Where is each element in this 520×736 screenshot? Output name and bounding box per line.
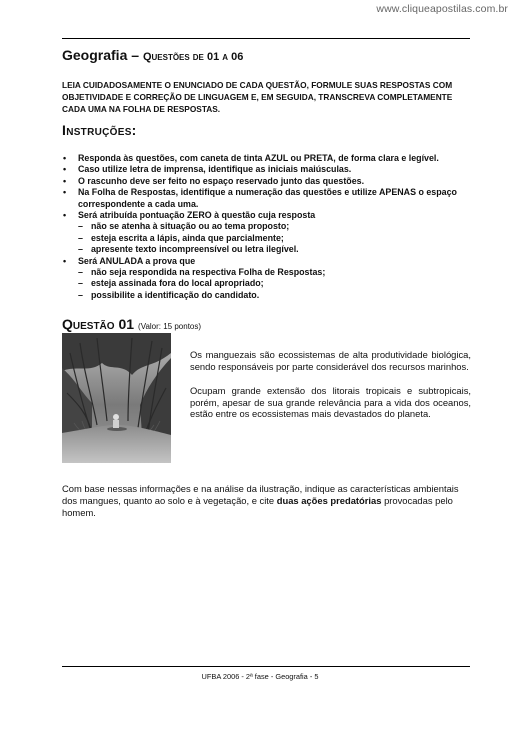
site-watermark: www.cliqueapostilas.com.br [376,3,508,15]
paragraph-text: Ocupam grande extensão dos litorais tropicais e subtropicais, porém, apesar de sua grande relevância para a vida dos oceanos, estão entre os ecossistemas mais devastados do planeta. [190,385,471,420]
bullet-dot: • [63,153,67,163]
sub-text: esteja assinada fora do local apropriado; [91,278,264,289]
instruction-item [62,153,474,164]
paragraph-text: Os manguezais são ecossistemas de alta produtividade biológica, sendo responsáveis por parte considerável dos recursos marinhos. [190,349,471,372]
sub-item [78,278,474,289]
question-paragraph-2 [190,385,471,420]
sub-item [78,267,474,278]
instruction-item [62,210,474,256]
intro-text: LEIA CUIDADOSAMENTE O ENUNCIADO DE CADA QUESTÃO, FORMULE SUAS RESPOSTAS COM OBJETIVIDADE E CORREÇÃO DE LINGUAGEM E, EM SEGUIDA, TRANSCREVA COMPLETAMENTE CADA UMA NA FOLHA DE RESPOSTAS. [62,80,453,114]
sub-dash: – [78,278,83,289]
instruction-text: Será ANULADA a prova que [78,255,196,266]
question-paragraph-1 [190,349,471,372]
instruction-item [62,176,474,187]
prompt-emphasis: duas ações predatórias [276,494,382,506]
sub-dash: – [78,244,83,255]
bullet-dot: • [63,187,67,198]
sub-dash: – [78,232,83,243]
sub-item [78,233,474,244]
question-heading [62,316,201,332]
mangrove-photo [62,333,171,463]
instructions-list [62,153,474,301]
instruction-item [62,164,474,175]
sub-item [78,290,474,301]
bullet-dot: • [63,175,67,186]
sub-text: não se atenha à situação ou ao tema proposto; [91,221,290,232]
top-rule [62,38,470,39]
bottom-rule [62,666,470,667]
prompt-text: Com base nessas informações e na análise da ilustração, indique as características ambientais dos mangues, quanto ao solo e à vegetação, e cite [62,483,459,506]
instruction-text: Caso utilize letra de imprensa, identifique as iniciais maiúsculas. [78,164,352,175]
title-questions: Questões de 01 a 06 [142,51,244,63]
instruction-text: O rascunho deve ser feito no espaço reservado junto das questões. [78,175,365,186]
sub-text: apresente texto incompreensível ou letra ilegível. [91,244,299,255]
instructions-heading: Instruções: [62,122,137,138]
title-dash: – [127,47,143,63]
instruction-item [62,256,474,302]
prompt-text-end: provocadas pelo homem. [62,494,453,518]
annulment-conditions [78,267,474,301]
zero-score-conditions [78,221,474,255]
bullet-dot: • [63,255,67,266]
bullet-dot: • [63,210,67,221]
sub-text: esteja escrita a lápis, ainda que parcialmente; [91,232,284,243]
question-label: Questão 01 [62,316,135,332]
sub-text: não seja respondida na respectiva Folha de Respostas; [91,267,326,278]
sub-dash: – [78,267,83,278]
sub-dash: – [78,221,83,232]
page-title [62,47,243,63]
instruction-text: Será atribuída pontuação ZERO à questão cuja resposta [78,210,316,221]
instruction-text: Responda às questões, com caneta de tinta AZUL ou PRETA, de forma clara e legível. [78,153,439,163]
title-subject: Geografia [62,47,128,63]
bullet-dot: • [63,164,67,175]
sub-text: possibilite a identificação do candidato. [91,289,260,300]
instruction-text: Na Folha de Respostas, identifique a numeração das questões e utilize APENAS o espaço correspondente a cada uma. [78,187,457,209]
sub-item [78,244,474,255]
question-points: (Valor: 15 pontos) [138,322,202,331]
sub-item [78,221,474,232]
question-prompt [62,483,472,518]
instruction-item [62,187,474,210]
sub-dash: – [78,289,83,300]
page-footer: UFBA 2006 - 2ª fase - Geografia - 5 [201,672,319,681]
